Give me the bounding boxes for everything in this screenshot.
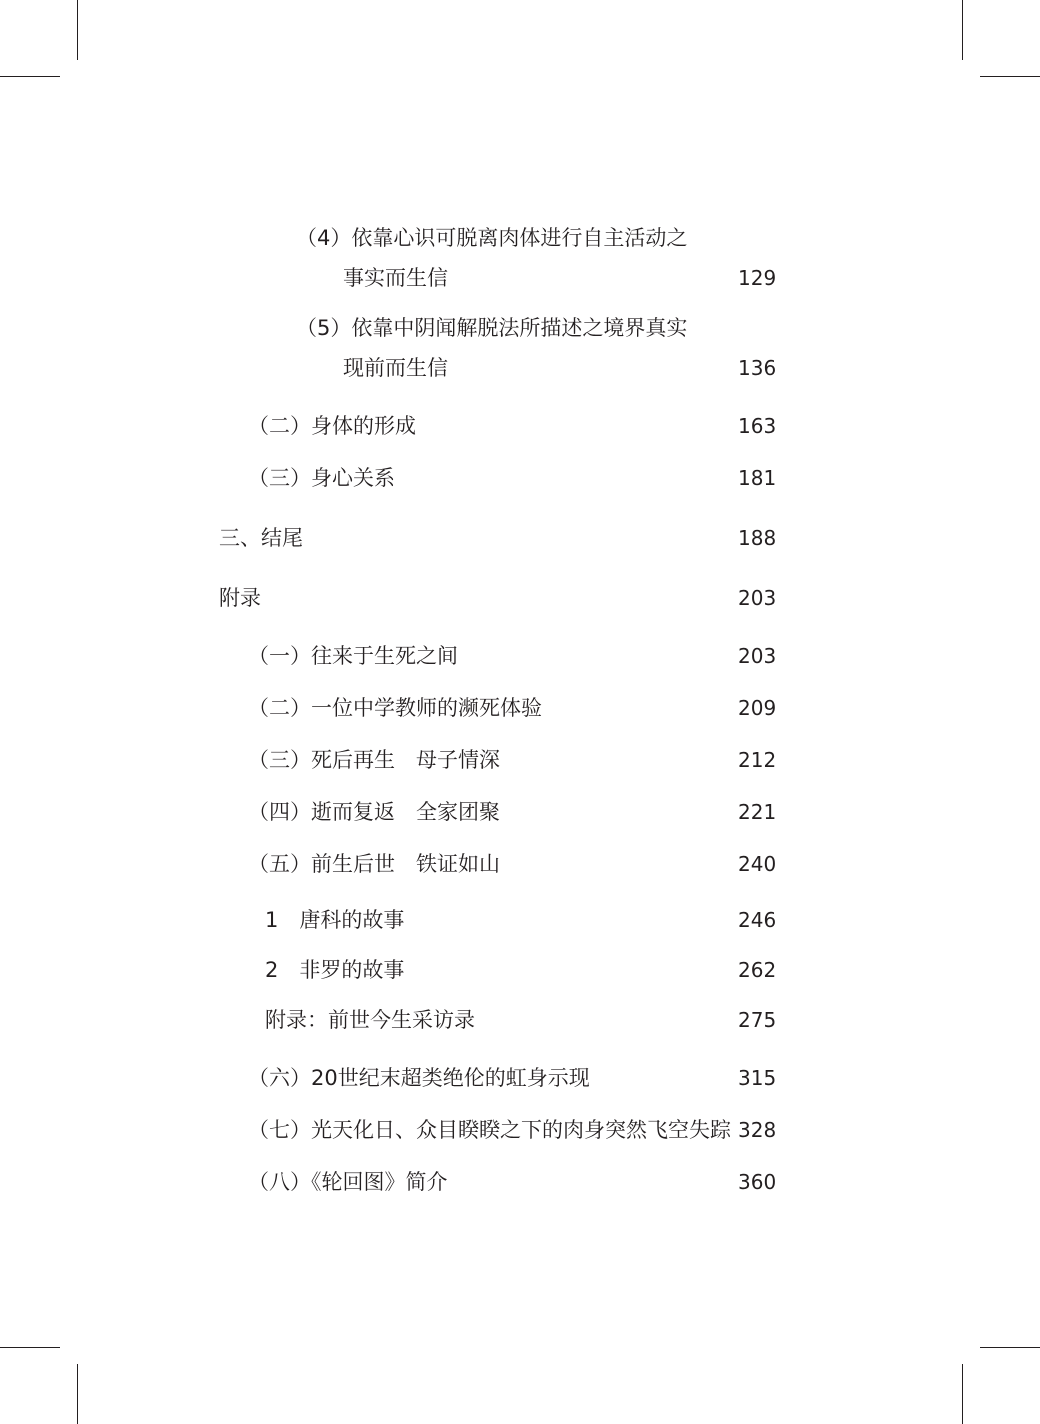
toc-app-6-title: （六）20世纪末超类绝伦的虹身示现 xyxy=(248,1066,590,1090)
toc-part-3-page: 188 xyxy=(738,526,777,550)
toc-app-3-page: 212 xyxy=(738,748,777,772)
toc-sec-2-page: 163 xyxy=(738,414,777,438)
toc-app-5-sub3-title: 附录：前世今生采访录 xyxy=(265,1008,475,1032)
toc-sec-3-page: 181 xyxy=(738,466,777,490)
toc-item-4-line1: （4）依靠心识可脱离肉体进行自主活动之 xyxy=(296,226,688,250)
crop-mark-bottom-right-v xyxy=(962,1364,963,1424)
toc-part-3-title: 三、结尾 xyxy=(219,526,303,550)
toc-item-4-line2: 事实而生信 xyxy=(343,266,448,290)
toc-app-2-title: （二）一位中学教师的濒死体验 xyxy=(248,696,542,720)
toc-app-8-page: 360 xyxy=(738,1170,777,1194)
toc-app-3-title: （三）死后再生 母子情深 xyxy=(248,748,500,772)
toc-app-1-page: 203 xyxy=(738,644,777,668)
toc-item-5-line2: 现前而生信 xyxy=(343,356,448,380)
crop-mark-top-left-v xyxy=(77,0,78,60)
toc-app-1-title: （一）往来于生死之间 xyxy=(248,644,458,668)
toc-app-5-title: （五）前生后世 铁证如山 xyxy=(248,852,500,876)
toc-app-6-page: 315 xyxy=(738,1066,777,1090)
crop-mark-bottom-left-v xyxy=(77,1364,78,1424)
crop-mark-top-right-h xyxy=(980,76,1040,77)
toc-sec-3-title: （三）身心关系 xyxy=(248,466,395,490)
toc-app-5-page: 240 xyxy=(738,852,777,876)
toc-app-4-page: 221 xyxy=(738,800,777,824)
toc-app-7-title: （七）光天化日、众目睽睽之下的肉身突然飞空失踪 xyxy=(248,1118,731,1142)
toc-item-4-page: 129 xyxy=(738,266,777,290)
crop-mark-top-left-h xyxy=(0,76,60,77)
crop-mark-bottom-left-h xyxy=(0,1347,60,1348)
toc-appendix-page: 203 xyxy=(738,586,777,610)
toc-appendix-title: 附录 xyxy=(219,586,261,610)
toc-app-4-title: （四）逝而复返 全家团聚 xyxy=(248,800,500,824)
toc-app-2-page: 209 xyxy=(738,696,777,720)
toc-app-7-page: 328 xyxy=(738,1118,777,1142)
toc-app-5-sub1-title: 1 唐科的故事 xyxy=(265,908,405,932)
toc-app-5-sub2-page: 262 xyxy=(738,958,777,982)
crop-mark-bottom-right-h xyxy=(980,1347,1040,1348)
toc-app-5-sub3-page: 275 xyxy=(738,1008,777,1032)
crop-mark-top-right-v xyxy=(962,0,963,60)
toc-item-5-line1: （5）依靠中阴闻解脱法所描述之境界真实 xyxy=(296,316,688,340)
toc-app-8-title: （八）《轮回图》简介 xyxy=(248,1170,448,1194)
toc-app-5-sub2-title: 2 非罗的故事 xyxy=(265,958,405,982)
toc-sec-2-title: （二）身体的形成 xyxy=(248,414,416,438)
toc-item-5-page: 136 xyxy=(738,356,777,380)
toc-app-5-sub1-page: 246 xyxy=(738,908,777,932)
